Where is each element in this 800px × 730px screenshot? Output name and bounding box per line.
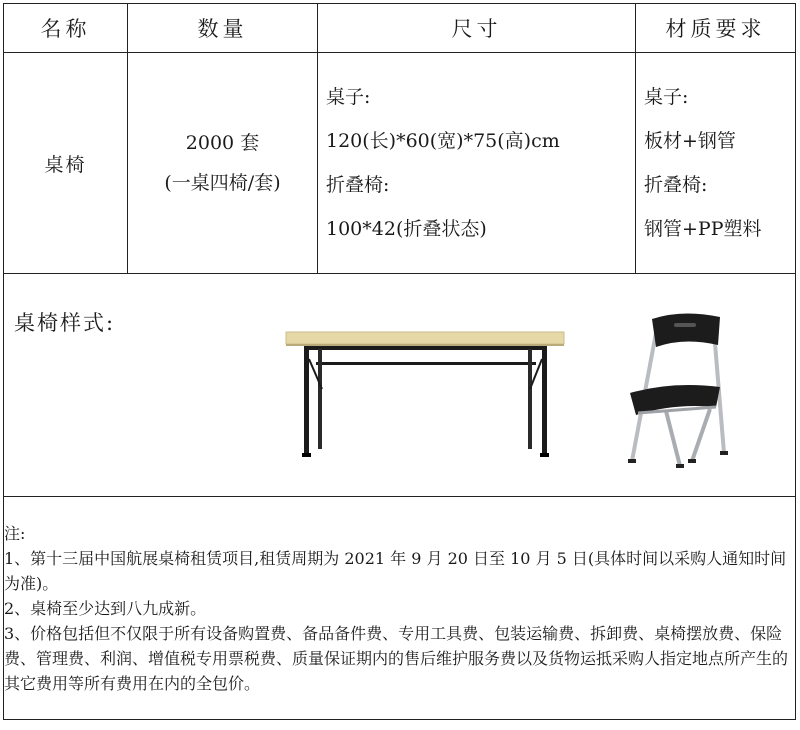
note-item-3: 3、价格包括但不仅限于所有设备购置费、备品备件费、专用工具费、包装运输费、拆卸费、桌椅摆放费、保险费、管理费、利润、增值税专用票税费、质量保证期内的售后维护服务费以及货物运抵采购人指定地点所产生的其它费用等所有费用在内的全包价。 (4, 623, 789, 693)
size-line-3: 折叠椅: (326, 174, 390, 196)
style-label: 桌椅样式: (14, 311, 116, 335)
header-size: 尺寸 (318, 4, 636, 53)
header-name: 名称 (4, 4, 128, 53)
material-line-3: 折叠椅: (644, 174, 708, 196)
header-quantity: 数量 (128, 4, 318, 53)
spec-table (3, 3, 796, 720)
notes-row (4, 497, 796, 720)
item-row (4, 53, 796, 274)
quantity-line-2: (一桌四椅/套) (164, 172, 281, 194)
folding-chair-image (612, 311, 742, 471)
header-material: 材质要求 (636, 4, 796, 53)
item-quantity (128, 53, 318, 274)
item-name: 桌椅 (4, 53, 128, 274)
notes-title: 注: (4, 523, 26, 543)
note-item-2: 2、桌椅至少达到八九成新。 (4, 598, 207, 618)
size-line-2: 120(长)*60(宽)*75(高)cm (326, 130, 560, 152)
size-line-1: 桌子: (326, 86, 371, 108)
item-material (636, 53, 796, 274)
style-row (4, 274, 796, 497)
notes-cell (4, 497, 796, 720)
header-row (4, 4, 796, 53)
material-line-4: 钢管+PP塑料 (644, 218, 762, 240)
item-size (318, 53, 636, 274)
note-item-1: 1、第十三届中国航展桌椅租赁项目,租赁周期为 2021 年 9 月 20 日至 10 月 5 日(具体时间以采购人通知时间为准)。 (4, 548, 787, 593)
quantity-line-1: 2000 套 (185, 132, 260, 154)
material-line-2: 板材+钢管 (644, 130, 736, 152)
size-line-4: 100*42(折叠状态) (326, 218, 487, 240)
material-line-1: 桌子: (644, 86, 689, 108)
style-cell (4, 274, 796, 497)
folding-table-image (282, 329, 572, 459)
